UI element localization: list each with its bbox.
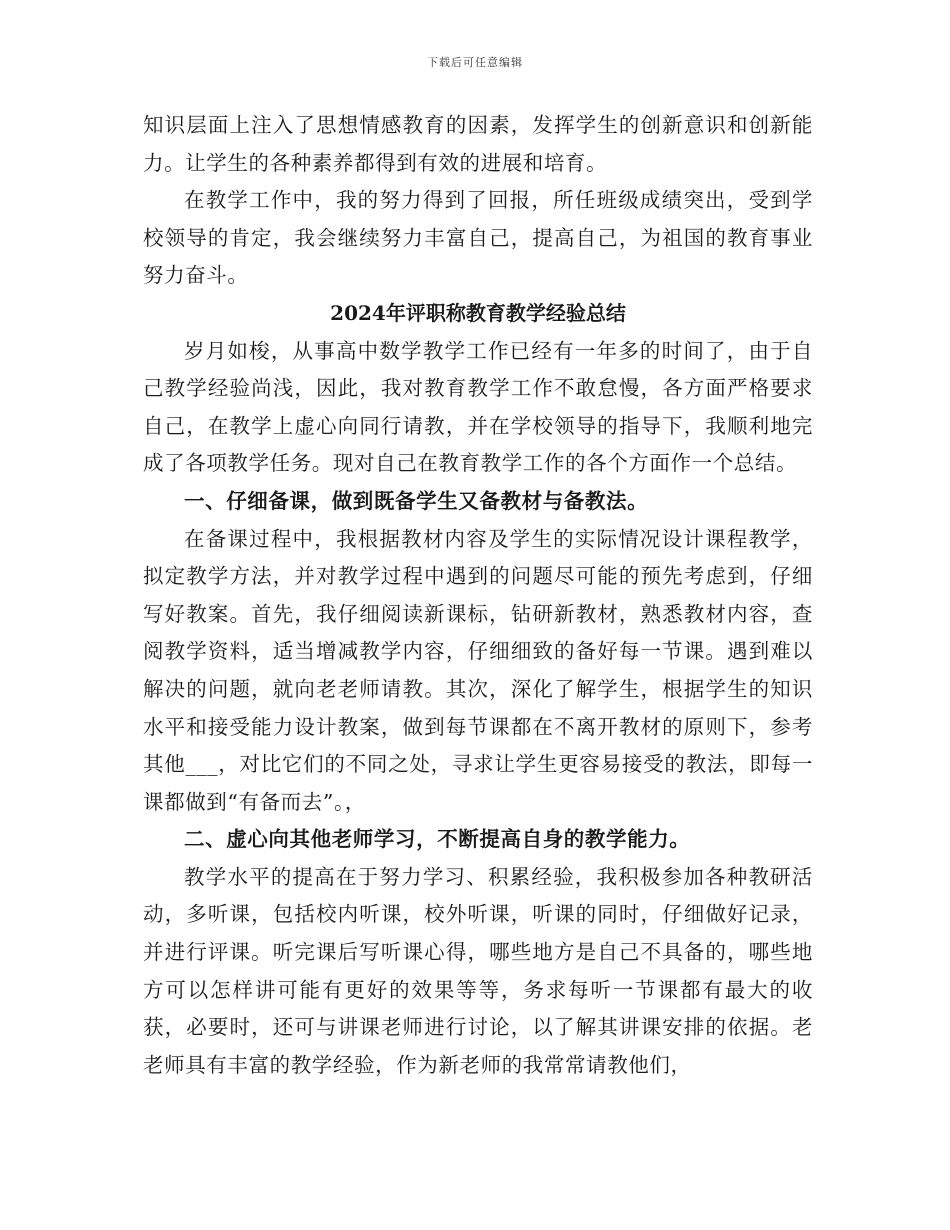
page-header-note: 下载后可任意编辑 <box>427 56 523 69</box>
paragraph-conclusion: 在教学工作中，我的努力得到了回报，所任班级成绩突出，受到学校领导的肯定，我会继续努力丰富自己，提高自己，为祖国的教育事业努力奋斗。 <box>143 188 813 288</box>
paragraph-intro: 岁月如梭，从事高中数学教学工作已经有一年多的时间了，由于自己教学经验尚浅，因此，我对教育教学工作不敢怠慢，各方面严格要求自己，在教学上虚心向同行请教，并在学校领导的指导下，我顺利地完成了各项教学任务。现对自己在教育教学工作的各个方面作一个总结。 <box>143 338 813 476</box>
paragraph-learning: 教学水平的提高在于努力学习、积累经验，我积极参加各种教研活动，多听课，包括校内听课，校外听课，听课的同时，仔细做好记录，并进行评课。听完课后写听课心得，哪些地方是自己不具备的，哪些地方可以怎样讲可能有更好的效果等等，务求每听一节课都有最大的收获，必要时，还可与讲课老师进行讨论，以了解其讲课安排的依据。老老师具有丰富的教学经验，作为新老师的我常常请教他们， <box>143 864 813 1077</box>
document-body <box>143 107 813 1084</box>
paragraph-continuation: 知识层面上注入了思想情感教育的因素，发挥学生的创新意识和创新能力。让学生的各种素养都得到有效的进展和培育。 <box>143 113 813 175</box>
document-title: 2024年评职称教育教学经验总结 <box>330 300 626 325</box>
section-heading-2: 二、虚心向其他老师学习，不断提高自身的教学能力。 <box>184 827 691 852</box>
section-heading-1: 一、仔细备课，做到既备学生又备教材与备教法。 <box>184 488 649 513</box>
paragraph-lesson-prep: 在备课过程中，我根据教材内容及学生的实际情况设计课程教学，拟定教学方法，并对教学过程中遇到的问题尽可能的预先考虑到，仔细写好教案。首先，我仔细阅读新课标，钻研新教材，熟悉教材内容，查阅教学资料，适当增减教学内容，仔细细致的备好每一节课。遇到难以解决的问题，就向老老师请教。其次，深化了解学生，根据学生的知识水平和接受能力设计教案，做到每节课都在不离开教材的原则下，参考其他___，对比它们的不同之处，寻求让学生更容易接受的教法，即每一课都做到“有备而去”。， <box>143 526 813 814</box>
